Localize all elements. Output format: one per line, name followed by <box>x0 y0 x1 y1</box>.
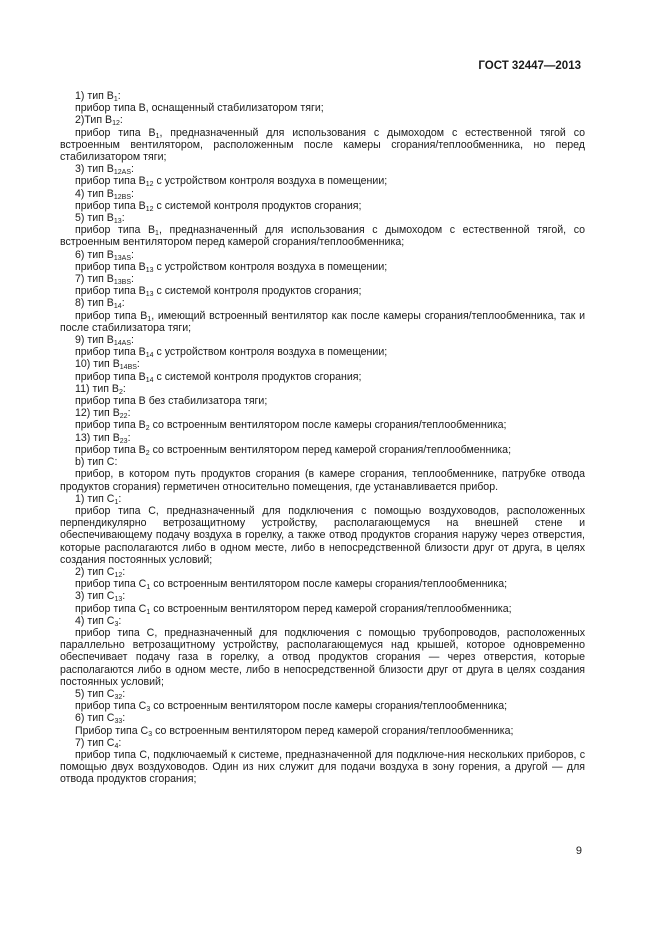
paragraph: 1) тип $В_1$: <box>75 90 121 103</box>
paragraph: 9) тип $В_{14AS}$: <box>75 334 134 348</box>
paragraph: 10) тип $В_{14BS}$: <box>75 358 140 372</box>
paragraph: 12) тип $В_{22}$: <box>75 407 131 421</box>
paragraph: прибор типа С, предназначенный для подключения с помощью воздуховодов, расположенных перпендикулярно ветрозащитному устройству, располагающемуся на внешней стене и обеспечивающему подачу воздуха в горелку, а также отвод продуктов сгорания наружу через отверстия, которые располагаются либо в одном месте, либо в непосредственной близости друг от друга, в целях создания постоянных условий; <box>60 504 585 566</box>
paragraph: прибор типа $В_1$, имеющий встроенный вентилятор как после камеры сгорания/теплообменника, так и после стабилизатора тяги; <box>60 309 585 334</box>
paragraph: прибор типа $В_{12}$ с устройством контроля воздуха в помещении; <box>75 175 388 189</box>
paragraph: 6) тип $В_{13AS}$: <box>75 248 134 262</box>
paragraph: Прибор типа $С_3$ со встроенным вентилятором перед камерой сгорания/теплообменника; <box>75 724 514 738</box>
paragraph: прибор типа $С_1$ со встроенным вентилятором после камеры сгорания/теплообменника; <box>75 578 508 592</box>
paragraph: прибор типа $В_1$, предназначенный для использования с дымоходом с естественной тягой со встроенным вентилятором, расположенным после камеры сгорания/теплообменника, но перед стабилизатором тяги; <box>60 126 586 164</box>
paragraph: прибор типа $В_1$, предназначенный для использования с дымоходом с естественной тягой, со встроенным вентилятором перед камерой сгорания/теплообменника; <box>60 224 586 249</box>
paragraph: прибор типа $В_{12}$ с системой контроля продуктов сгорания; <box>75 199 362 213</box>
paragraph: прибор типа $В_{13}$ с устройством контроля воздуха в помещении; <box>75 260 388 274</box>
paragraph: прибор типа С, подключаемый к системе, предназначенной для подключе-ния нескольких приборов, с помощью двух воздуховодов. Один из них служит для подачи воздуха в зону горения, а другой — для отвода продуктов сгорания; <box>60 748 585 786</box>
paragraph: прибор типа В без стабилизатора тяги; <box>75 395 268 408</box>
paragraph: 11) тип $В_2$: <box>75 382 126 396</box>
paragraph: 6) тип $С_{33}$: <box>75 712 126 726</box>
paragraph: 2)Тип $В_{12}$: <box>75 114 123 128</box>
paragraph: прибор типа $В_{14}$ с системой контроля продуктов сгорания; <box>75 370 362 384</box>
paragraph: прибор, в котором путь продуктов сгорания (в камере сгорания, теплообменнике, патрубке отвода продуктов сгорания) герметичен относительно помещения, где устанавливается прибор. <box>60 468 585 493</box>
paragraph: 13) тип $В_{23}$: <box>75 431 131 445</box>
paragraph: 7) тип $В_{13BS}$: <box>75 273 134 287</box>
paragraph: 4) тип $В_{12BS}$: <box>75 187 134 201</box>
paragraph: прибор типа $С_1$ со встроенным вентилятором перед камерой сгорания/теплообменника; <box>75 602 512 616</box>
paragraph: прибор типа $В_{14}$ с устройством контроля воздуха в помещении; <box>75 346 388 360</box>
paragraph: прибор типа $В_2$ со встроенным вентилятором после камеры сгорания/теплообменника; <box>75 419 507 433</box>
paragraph: 7) тип $С_4$: <box>75 736 122 750</box>
paragraph: прибор типа $С_3$ со встроенным вентилятором после камеры сгорания/теплообменника; <box>75 700 508 714</box>
paragraph: 5) тип $В_{13}$: <box>75 212 125 226</box>
document-body <box>60 90 585 786</box>
paragraph: 3) тип $С_{13}$: <box>75 590 126 604</box>
paragraph: прибор типа В, оснащенный стабилизатором тяги; <box>75 102 324 115</box>
paragraph: прибор типа С, предназначенный для подключения с помощью трубопроводов, расположенных параллельно ветрозащитному устройству, располагающемуся над крышей, которое одновременно обеспечивает подачу газа в горелку, а отвод продуктов сгорания — через отверстия, которые располагаются либо в одном месте, либо в непосредственной близости друг от друга в целях создания постоянных условий; <box>60 626 585 688</box>
page-number: 9 <box>575 845 582 857</box>
paragraph: 5) тип $С_{32}$: <box>75 687 126 701</box>
paragraph: 3) тип $В_{12AS}$: <box>75 163 134 177</box>
paragraph: 1) тип $С_1$: <box>75 492 122 506</box>
paragraph: 4) тип $С_3$: <box>75 614 122 628</box>
paragraph: 8) тип $В_{14}$: <box>75 297 125 311</box>
paragraph: прибор типа $В_2$ со встроенным вентилятором перед камерой сгорания/теплообменника; <box>75 443 512 457</box>
paragraph: b) тип С: <box>75 456 118 469</box>
paragraph: 2) тип $С_{12}$: <box>75 565 126 579</box>
paragraph: прибор типа $В_{13}$ с системой контроля продуктов сгорания; <box>75 285 362 299</box>
document-header: ГОСТ 32447—2013 <box>478 60 581 72</box>
